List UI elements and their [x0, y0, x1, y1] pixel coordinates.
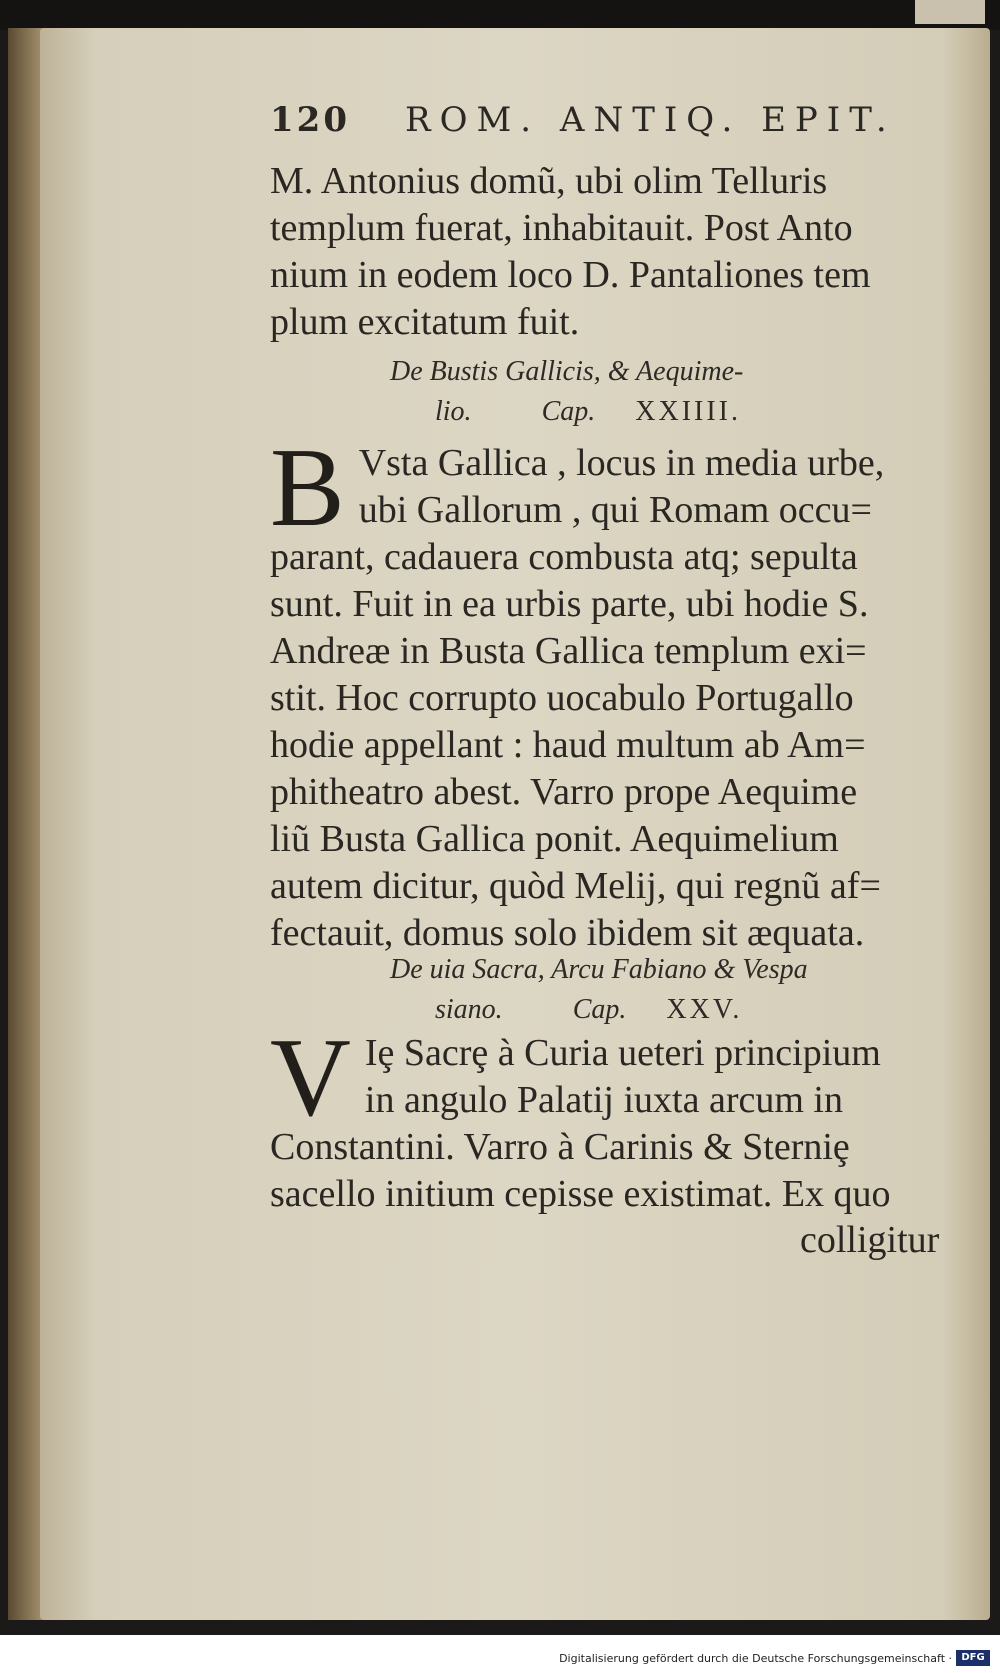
text-line: autem dicitur, quòd Melij, qui regnũ af=: [270, 865, 881, 907]
text-line: plum excitatum fuit.: [270, 301, 580, 343]
chapter-label: Cap.: [541, 396, 596, 427]
heading-chapter-line: [390, 392, 890, 432]
chapter-label: Cap.: [572, 994, 627, 1025]
paragraph-3: [270, 1016, 960, 1218]
text-line: Constantini. Varro à Carinis & Sterniȩ: [270, 1126, 850, 1168]
text-line: parant, cadauera combusta atq; sepulta: [270, 536, 858, 578]
heading-line: De uia Sacra, Arcu Fabiano & Vespa: [390, 954, 808, 985]
digitization-footer: [0, 1640, 1000, 1673]
text-line: fectauit, domus solo ibidem sit æquata.: [270, 912, 865, 954]
paragraph-1: [270, 158, 960, 346]
text-line: Iȩ Sacrȩ à Curia ueteri principium: [364, 1032, 881, 1074]
heading-line-end: lio.: [435, 396, 472, 427]
catchword: colligitur: [800, 1219, 940, 1261]
scan-top-border: [0, 0, 1000, 30]
footer-credit: Digitalisierung gefördert durch die Deutsche Forschungsgemeinschaft ·: [559, 1652, 952, 1665]
text-line: Andreæ in Busta Gallica templum exi=: [270, 630, 867, 672]
text-line: Vsta Gallica , locus in media urbe,: [358, 442, 885, 484]
drop-capital: B: [270, 426, 345, 550]
page-number: 120: [270, 100, 350, 140]
paragraph-2: [270, 426, 960, 957]
running-title: ROM. ANTIQ. EPIT.: [404, 100, 896, 140]
drop-capital: V: [270, 1016, 351, 1140]
text-line: sacello initium cepisse existimat. Ex quo: [270, 1173, 891, 1215]
heading-chapter-line: [390, 990, 890, 1030]
text-line: ubi Gallorum , qui Romam occu=: [358, 489, 872, 531]
chapter-heading-25: [390, 950, 890, 1030]
scan-corner: [915, 0, 985, 24]
text-line: sunt. Fuit in ea urbis parte, ubi hodie S.: [270, 583, 869, 625]
text-line: liũ Busta Gallica ponit. Aequimelium: [270, 818, 839, 860]
chapter-number: XXIIII.: [635, 396, 741, 427]
text-line: phitheatro abest. Varro prope Aequime: [270, 771, 858, 813]
chapter-number: XXV.: [666, 994, 743, 1025]
chapter-heading-24: [390, 352, 890, 432]
text-line: in angulo Palatij iuxta arcum in: [364, 1079, 843, 1121]
text-line: templum fuerat, inhabitauit. Post Anto: [270, 207, 853, 249]
text-line: nium in eodem loco D. Pantaliones tem: [270, 254, 871, 296]
text-line: hodie appellant : haud multum ab Am=: [270, 724, 866, 766]
text-line: stit. Hoc corrupto uocabulo Portugallo: [270, 677, 854, 719]
text-line: M. Antonius domũ, ubi olim Telluris: [270, 160, 828, 202]
running-header: [270, 100, 910, 140]
heading-line: De Bustis Gallicis, & Aequime-: [390, 356, 744, 387]
heading-line-end: siano.: [435, 994, 503, 1025]
dfg-logo-icon: DFG: [956, 1650, 990, 1666]
